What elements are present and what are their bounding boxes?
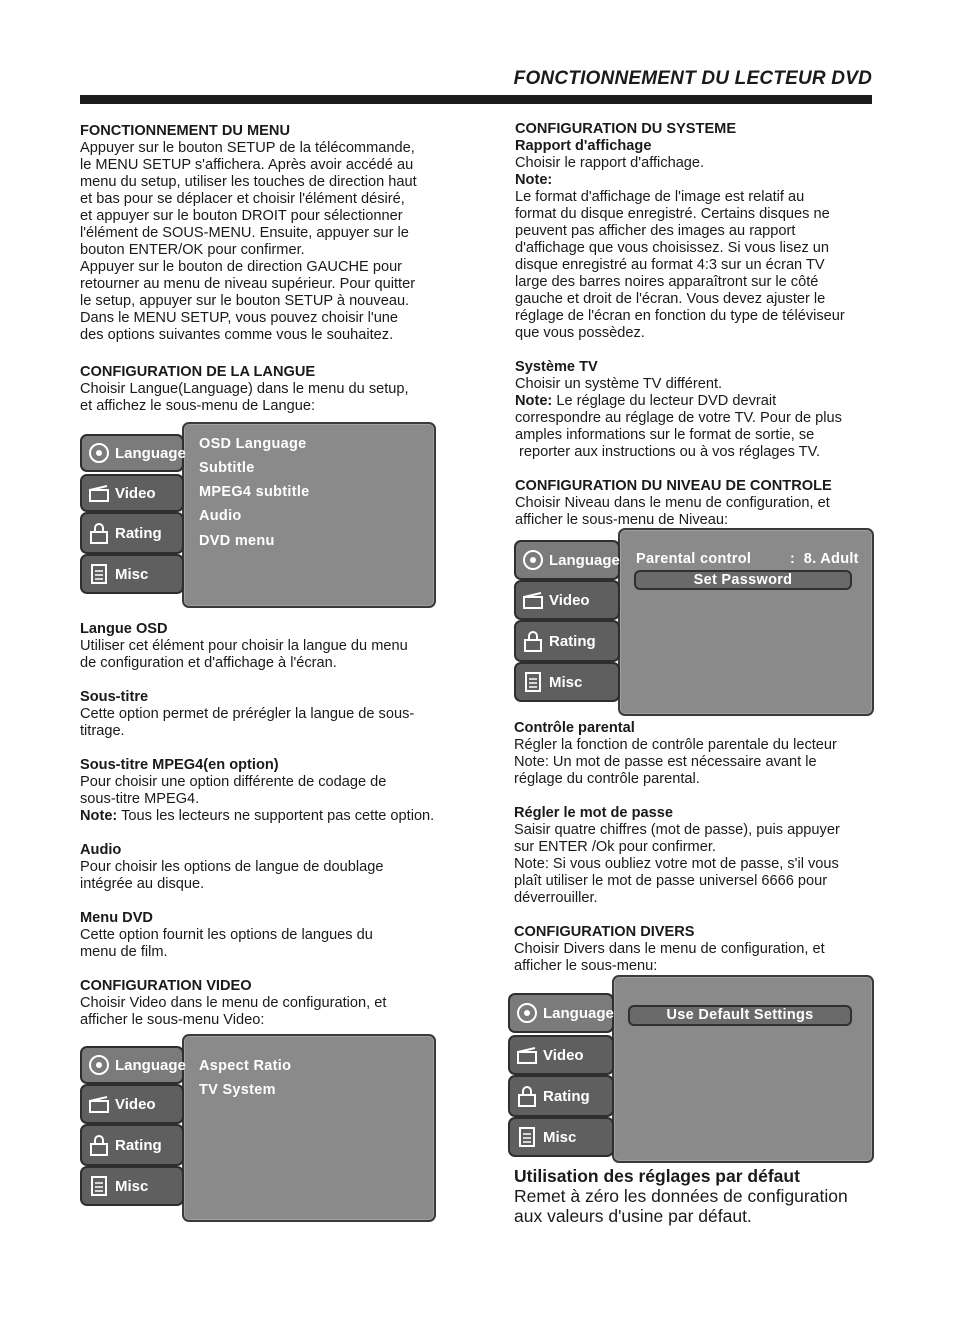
sidebar-label: Language xyxy=(543,1004,614,1022)
sidebar-label: Misc xyxy=(543,1128,577,1146)
parental-control-value: : 8. Adult xyxy=(790,551,859,567)
option-aspect-ratio[interactable]: Aspect Ratio xyxy=(199,1058,292,1074)
sidebar-label: Misc xyxy=(115,565,149,583)
note-text: Tous les lecteurs ne supportent pas cette option. xyxy=(117,808,435,824)
text-line: et affichez le sous-menu de Langue: xyxy=(80,398,316,414)
text-line: Saisir quatre chiffres (mot de passe), puis appuyer xyxy=(514,822,840,838)
note-line xyxy=(80,808,500,825)
text-line: Le format d'affichage de l'image est relatif au xyxy=(515,189,805,205)
text-line: afficher le sous-menu de Niveau: xyxy=(515,512,729,528)
sidebar-label: Rating xyxy=(115,1136,162,1154)
clapboard-icon xyxy=(88,1093,110,1115)
sidebar-label: Rating xyxy=(549,632,596,650)
mpeg4-heading: Sous-titre MPEG4(en option) xyxy=(80,757,279,773)
text-line: Note: Un mot de passe est nécessaire avant le xyxy=(514,754,817,770)
text-line: reporter aux instructions ou à vos réglages TV. xyxy=(515,444,821,460)
note-label: Note: xyxy=(515,172,553,188)
page-title: FONCTIONNEMENT DU LECTEUR DVD xyxy=(513,68,872,89)
text-line: menu du setup, utiliser les touches de direction haut xyxy=(80,174,417,190)
text-line: afficher le sous-menu: xyxy=(514,958,658,974)
text-line: de configuration et d'affichage à l'écran. xyxy=(80,655,337,671)
text-line: menu de film. xyxy=(80,944,168,960)
lock-icon xyxy=(88,1134,110,1156)
text-line: correspondre au réglage de votre TV. Pour de plus xyxy=(515,410,842,426)
right-column-middle xyxy=(514,720,904,975)
default-settings-section xyxy=(514,1166,914,1226)
subtitle-heading: Sous-titre xyxy=(80,689,149,705)
note-label: Note: xyxy=(80,808,118,824)
text-line: aux valeurs d'usine par défaut. xyxy=(514,1206,752,1226)
osd-heading: Langue OSD xyxy=(80,621,168,637)
text-line: sous-titre MPEG4. xyxy=(80,791,200,807)
text-line: plaît utiliser le mot de passe universel 6666 pour xyxy=(514,873,828,889)
option-mpeg4-subtitle[interactable]: MPEG4 subtitle xyxy=(199,484,310,500)
text-line: Choisir Langue(Language) dans le menu du setup, xyxy=(80,381,409,397)
document-icon xyxy=(88,1175,110,1197)
text-line: disque enregistré au format 4:3 sur un écran TV xyxy=(515,257,825,273)
text-line: Choisir Divers dans le menu de configuration, et xyxy=(514,941,825,957)
parental-config-heading: CONFIGURATION DU NIVEAU DE CONTROLE xyxy=(515,478,832,494)
sidebar-label: Misc xyxy=(115,1177,149,1195)
text-line: Choisir Niveau dans le menu de configuration, et xyxy=(515,495,830,511)
sidebar-item-misc[interactable] xyxy=(80,1166,184,1206)
text-line: Dans le MENU SETUP, vous pouvez choisir l'une xyxy=(80,310,399,326)
lock-icon xyxy=(88,522,110,544)
document-icon xyxy=(516,1126,538,1148)
sidebar-item-language[interactable] xyxy=(80,1046,184,1084)
text-line: Cette option fournit les options de langues du xyxy=(80,927,373,943)
audio-heading: Audio xyxy=(80,842,122,858)
option-osd-language[interactable]: OSD Language xyxy=(199,436,307,452)
text-line: format du disque enregistré. Certains disques ne xyxy=(515,206,830,222)
set-password-button[interactable]: Set Password xyxy=(634,570,852,590)
aspect-heading: Rapport d'affichage xyxy=(515,138,652,154)
sidebar-label: Video xyxy=(115,1095,156,1113)
right-column-top xyxy=(515,121,895,529)
option-audio[interactable]: Audio xyxy=(199,508,242,524)
sidebar-label: Language xyxy=(115,1056,186,1074)
text-line: et bas pour se déplacer et choisir l'élément désiré, xyxy=(80,191,405,207)
parental-heading: Contrôle parental xyxy=(514,720,635,736)
dvd-menu-heading: Menu DVD xyxy=(80,910,153,926)
submenu-panel xyxy=(612,975,874,1163)
sidebar-item-rating[interactable] xyxy=(80,512,184,554)
text-line: Pour choisir une option différente de codage de xyxy=(80,774,387,790)
lang-config-heading: CONFIGURATION DE LA LANGUE xyxy=(80,364,316,380)
misc-menu-screen xyxy=(508,975,874,1165)
note-label: Note: xyxy=(515,393,553,409)
sidebar-item-video[interactable] xyxy=(514,580,620,620)
disc-icon xyxy=(522,549,544,571)
text-line: et appuyer sur le bouton DROIT pour sélectionner xyxy=(80,208,403,224)
text-line: Pour choisir les options de langue de doublage xyxy=(80,859,384,875)
text-line: intégrée au disque. xyxy=(80,876,205,892)
sidebar-item-rating[interactable] xyxy=(514,620,620,662)
clapboard-icon xyxy=(88,482,110,504)
sidebar-label: Language xyxy=(115,444,186,462)
text-line: Appuyer sur le bouton de direction GAUCHE pour xyxy=(80,259,403,275)
system-heading: CONFIGURATION DU SYSTEME xyxy=(515,121,737,137)
lock-icon xyxy=(516,1085,538,1107)
default-heading: Utilisation des réglages par défaut xyxy=(514,1166,800,1186)
clapboard-icon xyxy=(522,589,544,611)
use-default-settings-button[interactable]: Use Default Settings xyxy=(628,1005,852,1026)
sidebar-label: Rating xyxy=(543,1087,590,1105)
option-dvd-menu[interactable]: DVD menu xyxy=(199,533,275,549)
text-line: le MENU SETUP s'affichera. Après avoir accédé au xyxy=(80,157,414,173)
sidebar-item-video[interactable] xyxy=(80,474,184,512)
option-subtitle[interactable]: Subtitle xyxy=(199,460,255,476)
language-menu-screen xyxy=(80,422,438,610)
text-line: large des barres noires apparaîtront sur le côté xyxy=(515,274,819,290)
option-parental-control[interactable]: Parental control xyxy=(636,551,752,567)
sidebar-item-rating[interactable] xyxy=(508,1075,614,1117)
sidebar-label: Language xyxy=(549,551,620,569)
text-line: Appuyer sur le bouton SETUP de la télécommande, xyxy=(80,140,415,156)
disc-icon xyxy=(516,1002,538,1024)
text-line: gauche et droit de l'écran. Vous devez ajuster le xyxy=(515,291,826,307)
sidebar-item-misc[interactable] xyxy=(514,662,620,702)
misc-config-heading: CONFIGURATION DIVERS xyxy=(514,924,695,940)
text-line: Cette option permet de prérégler la langue de sous- xyxy=(80,706,415,722)
text-line: des options suivantes comme vous le souhaitez. xyxy=(80,327,394,343)
menu-op-heading: FONCTIONNEMENT DU MENU xyxy=(80,123,290,139)
sidebar-item-rating[interactable] xyxy=(80,1124,184,1166)
text-line: Choisir un système TV différent. xyxy=(515,376,723,392)
sidebar-item-video[interactable] xyxy=(508,1035,614,1075)
text-line: titrage. xyxy=(80,723,125,739)
video-menu-screen xyxy=(80,1034,438,1224)
title-rule xyxy=(80,95,872,104)
text-line: que vous possèdez. xyxy=(515,325,645,341)
password-heading: Régler le mot de passe xyxy=(514,805,673,821)
clapboard-icon xyxy=(516,1044,538,1066)
option-tv-system[interactable]: TV System xyxy=(199,1082,276,1098)
lock-icon xyxy=(522,630,544,652)
text-line: d'affichage que vous choisissez. Si vous lisez un xyxy=(515,240,830,256)
tv-heading: Système TV xyxy=(515,359,598,375)
text-line: amples informations sur le format de sortie, se xyxy=(515,427,815,443)
video-config-heading: CONFIGURATION VIDEO xyxy=(80,978,252,994)
text-line: sur ENTER /Ok pour confirmer. xyxy=(514,839,716,855)
text-line: Choisir Video dans le menu de configuration, et xyxy=(80,995,387,1011)
sidebar-item-misc[interactable] xyxy=(508,1117,614,1157)
sidebar-item-video[interactable] xyxy=(80,1084,184,1124)
left-column-bottom xyxy=(80,621,500,1029)
text-line: réglage du contrôle parental. xyxy=(514,771,700,787)
disc-icon xyxy=(88,442,110,464)
note-line xyxy=(515,393,895,410)
document-icon xyxy=(522,671,544,693)
text-line: Régler la fonction de contrôle parentale du lecteur xyxy=(514,737,837,753)
rating-menu-screen xyxy=(514,528,874,718)
text-line: bouton ENTER/OK pour confirmer. xyxy=(80,242,305,258)
text-line: afficher le sous-menu Video: xyxy=(80,1012,265,1028)
sidebar-label: Video xyxy=(115,484,156,502)
text-line: retourner au menu de niveau supérieur. Pour quitter xyxy=(80,276,416,292)
disc-icon xyxy=(88,1054,110,1076)
text-line: réglage de l'écran en fonction du type de téléviseur xyxy=(515,308,845,324)
text-line: Utiliser cet élément pour choisir la langue du menu xyxy=(80,638,408,654)
text-line: Choisir le rapport d'affichage. xyxy=(515,155,705,171)
text-line: Remet à zéro les données de configuration xyxy=(514,1186,848,1206)
sidebar-label: Rating xyxy=(115,524,162,542)
document-icon xyxy=(88,563,110,585)
text-line: le setup, appuyer sur le bouton SETUP à nouveau. xyxy=(80,293,410,309)
sidebar-item-misc[interactable] xyxy=(80,554,184,594)
note-text: Le réglage du lecteur DVD devrait xyxy=(552,393,777,409)
text-line: déverrouiller. xyxy=(514,890,598,906)
left-column-top xyxy=(80,123,490,415)
sidebar-item-language[interactable] xyxy=(508,993,614,1033)
sidebar-label: Video xyxy=(543,1046,584,1064)
sidebar-item-language[interactable] xyxy=(514,540,620,580)
sidebar-label: Misc xyxy=(549,673,583,691)
sidebar-label: Video xyxy=(549,591,590,609)
text-line: l'élément de SOUS-MENU. Ensuite, appuyer sur le xyxy=(80,225,409,241)
text-line: peuvent pas afficher des images au rapport xyxy=(515,223,796,239)
sidebar-item-language[interactable] xyxy=(80,434,184,472)
text-line: Note: Si vous oubliez votre mot de passe, s'il vous xyxy=(514,856,839,872)
